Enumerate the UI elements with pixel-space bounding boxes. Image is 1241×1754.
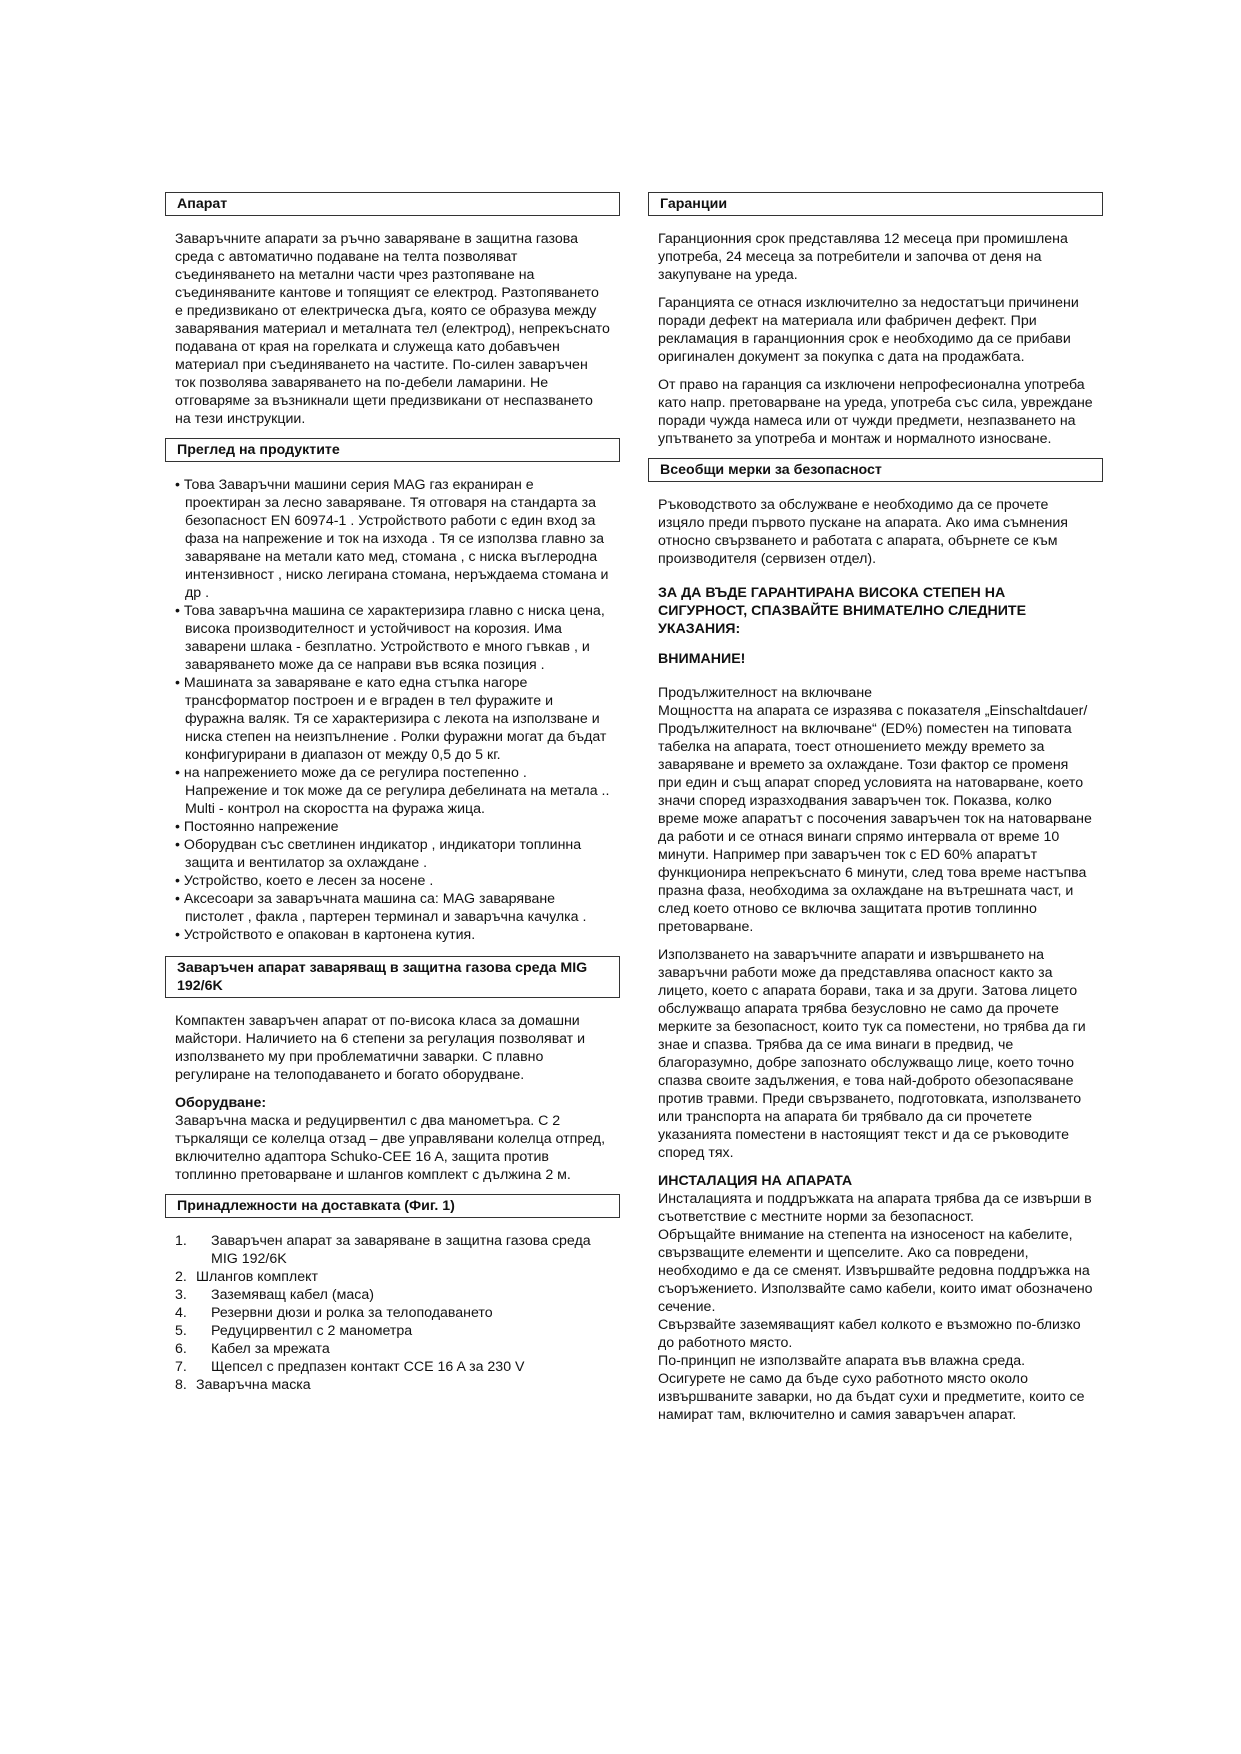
item-number: 4. [175,1305,187,1321]
install-line: Инсталацията и поддръжката на апарата трябва да се извърши в съответствие с местните норми за безопасност. [658,1191,1092,1225]
delivery-list [165,1232,620,1394]
warranty-paragraph: Гаранционния срок представлява 12 месеца при промишлена употреба, 24 месеца за потребители и започва от деня на закупуване на уреда. [658,231,1068,283]
section-heading-aparat: Апарат [165,192,620,216]
warranty-paragraph: От право на гаранция са изключени непрофесионална употреба като напр. претоварване на уреда, употреба със сила, увреждане поради чужда намеса или от чужди предмети, незпазването на упътването за употреба и монтаж и нормалното износване. [658,377,1093,447]
install-line: Свързвайте заземяващият кабел колкото е възможно по-близко до работното място. [658,1317,1081,1351]
delivery-item [175,1268,610,1286]
delivery-item [175,1304,610,1322]
delivery-item [175,1322,610,1340]
equipment-text: Заваръчна маска и редуцирвентил с два манометъра. С 2 търкалящи се колелца отзад – две управлявани колелца отпред, включително адаптора Schuko-CEE 16 A, защита против топлинно претоварване и шлангов комплект с дължина 2 м. [175,1113,606,1183]
item-text: Редуцирвентил с 2 манометра [211,1323,413,1339]
section-heading-warranty: Гаранции [648,192,1103,216]
item-text: Заваръчен апарат за заваряване в защитна газова среда MIG 192/6K [211,1233,591,1267]
item-number: 2. [175,1269,187,1285]
item-number: 3. [175,1287,187,1303]
item-text: Шлангов комплект [196,1269,318,1285]
section-heading-delivery: Принадлежности на доставката (Фиг. 1) [165,1194,620,1218]
item-number: 8. [175,1377,187,1393]
left-column [165,192,620,1394]
delivery-item [175,1286,610,1304]
list-item: • Това заваръчна машина се характеризира главно с ниска цена, висока производителност и устойчивост на корозия. Има заварени шлака - безплатно. Устройството е много гъвкав , и заваряването може да се направи във всяка позиция . [175,603,605,673]
list-item: • Постоянно напрежение [175,819,339,835]
item-text: Заземяващ кабел (маса) [211,1287,374,1303]
warranty-paragraph: Гаранцията се отнася изключително за недостатъци причинени поради дефект на материала или фабричен дефект. При рекламация в гаранционния срок е необходимо да се прибави оригинален документ за покупка с дата на продажбата. [658,295,1079,365]
safety-paragraph: Използването на заваръчните апарати и извършването на заваръчни работи може да представлява опасност както за лицето, което с апарата борави, така и за други. Затова лицето обслужващо апарата трябва безусловно не само да прочете мерките за безопасност, които тук са поместени, но трябва да ги знае и спазва. Трябва да се има винаги в предвид, че благоразумно, добре запознато обслужващо лице, което точно спазва своите задължения, е това най-доброто обезопасяване против травми. Преди свързването, подготовката, използването или транспорта на апарата би трябвало да си прочетете указанията поместени в настоящият текст и да се ръководите според тях. [658,947,1086,1161]
overview-list [165,476,620,944]
section-heading-mig: Заваръчен апарат заваряващ в защитна газова среда MIG 192/6K [165,956,620,998]
item-text: Заваръчна маска [196,1377,311,1393]
delivery-item [175,1358,610,1376]
list-item: • Това Заваръчни машини серия MAG газ екраниран е проектиран за лесно заваряване. Тя отговаря на стандарта за безопасност EN 60974-1 . Устройството работи с един вход за фаза на напрежение и ток на изхода . Тя се използва главно за заваряване на метали като мед, стомана , с ниска въглеродна интензивност , ниско легирана стомана, неръждаема стомана и др . [175,477,609,601]
list-item: • Устройството е опакован в картонена кутия. [175,927,476,943]
duty-cycle-text: Мощността на апарата се изразява с показателя „Einschaltdauer/Продължителност на включване“ (ED%) поместен на типовата табелка на апарата, тоест отношението между времето за заваряване и времето за охлаждане. Този фактор се променя при един и същ апарат според условията на натоварване, което значи според изразходвания заваръчен ток. Показва, колко време може апаратът с посочения заваръчен ток на натоварване да работи и се отнася винаги спрямо интервала от време 10 минути. Например при заваръчен ток с ED 60% апаратът функционира непрекъснато 6 минути, след това време настъпва празна фаза, необходима за охлаждане на вътрешната част, и след което отново се включва защитата против топлинно претоварване. [658,703,1092,935]
delivery-item [175,1232,610,1268]
aparat-text: Заваръчните апарати за ръчно заваряване в защитна газова среда с автоматично подаване на телта позволяват съединяването на метални части чрез разтопяване на съединяваните кантове и топящият се електрод. Разтопяването е предизвикано от електрическа дъга, която се образува между заварявания материал и металната тел (електрод), непрекъснато подавана от края на горелката и служеща като добавъчен материал при съединяването на частите. По-силен заваръчен ток позволява заваряването на по-дебели ламарини. Не отговаряме за възникнали щети предизвикани от неспазването на тези инструкции. [175,231,610,427]
item-number: 7. [175,1359,187,1375]
list-item: • Оборудван със светлинен индикатор , индикатори топлинна защита и вентилатор за охлаждане . [175,837,582,871]
list-item: • Аксесоари за заваръчната машина са: MAG заваряване пистолет , факла , партерен терминал и заваръчна качулка . [175,891,587,925]
install-title: ИНСТАЛАЦИЯ НА АПАРАТА [658,1173,853,1189]
right-column [648,192,1103,1424]
delivery-item [175,1340,610,1358]
install-line: Осигурете не само да бъде сухо работното място около извършваните заварки, но да бъдат сухи и предметите, които се намират там, включително и самия заваръчен апарат. [658,1371,1085,1423]
install-line: По-принцип не използвайте апарата във влажна среда. [658,1353,1026,1369]
section-heading-overview: Преглед на продуктите [165,438,620,462]
list-item: • на напрежението може да се регулира постепенно . Напрежение и ток може да се регулира дебелината на метала .. Multi - контрол на скоростта на фуража жица. [175,765,610,817]
item-text: Кабел за мрежата [211,1341,330,1357]
list-item: • Устройство, което е лесен за носене . [175,873,434,889]
safety-intro: Ръководството за обслужване е необходимо да се прочете изцяло преди първото пускане на апарата. Ако има съмнения относно свързването и работата с апарата, обърнете се към производителя (сервизен отдел). [658,497,1068,567]
section-heading-safety: Всеобщи мерки за безопасност [648,458,1103,482]
install-line: Обръщайте внимание на степента на износеност на кабелите, свързващите елементи и щепселите. Ако са повредени, необходимо е да се сменят. Извършвайте редовна поддръжка на съоръжението. Използвайте само кабели, които имат обозначено сечение. [658,1227,1093,1315]
mig-text: Компактен заваръчен апарат от по-висока класа за домашни майстори. Наличието на 6 степени за регулация позволяват и използването му при проблематични заварки. С плавно регулиране на телоподаването и богато оборудване. [175,1013,586,1083]
attention-label: ВНИМАНИЕ! [658,651,746,667]
delivery-item [175,1376,610,1394]
item-text: Резервни дюзи и ролка за телоподаването [211,1305,493,1321]
equipment-title: Оборудване: [175,1095,267,1111]
item-number: 1. [175,1233,187,1249]
item-number: 6. [175,1341,187,1357]
list-item: • Машината за заваряване е като една стъпка нагоре трансформатор построен и е вграден в тел фуражите и фуражна валяк. Тя се характеризира с лекота на използване и ниска степен на неизпълнение . Ролки фуражни могат да бъдат конфигурирани в диапазон от между 0,5 до 5 кг. [175,675,607,763]
item-text: Щепсел с предпазен контакт CCE 16 A за 230 V [211,1359,525,1375]
duty-cycle-title: Продължителност на включване [658,685,873,701]
safety-caps-warning: ЗА ДА ВЪДЕ ГАРАНТИРАНА ВИСОКА СТЕПЕН НА СИГУРНОСТ, СПАЗВАЙТЕ ВНИМАТЕЛНО СЛЕДНИТЕ УКАЗАНИЯ: [658,585,1027,637]
item-number: 5. [175,1323,187,1339]
